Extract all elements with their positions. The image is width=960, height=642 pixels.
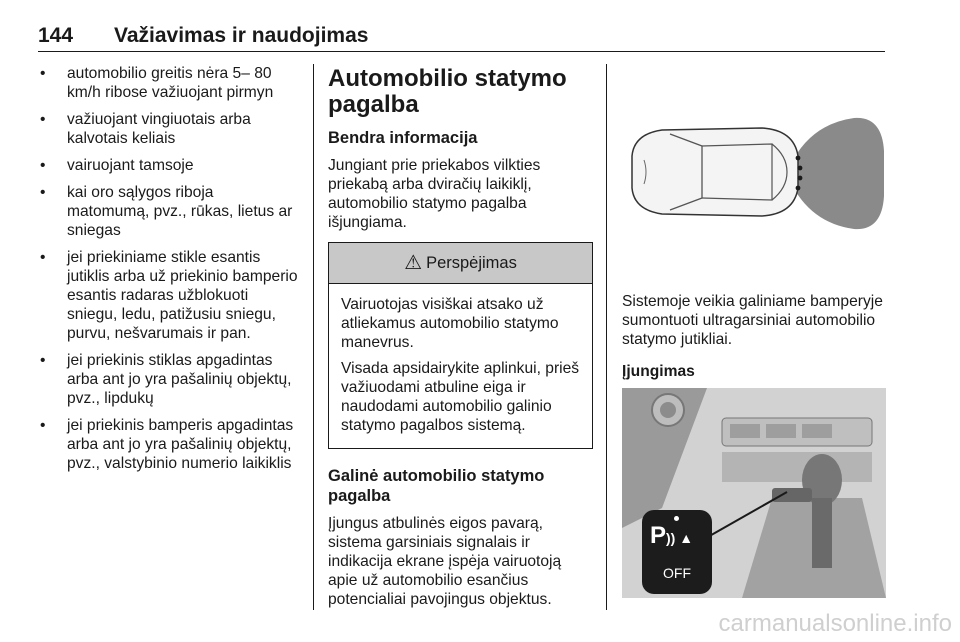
watermark: carmanualsonline.info [718, 610, 952, 637]
list-item: • jei priekiniame stikle esantis jutiklis arba už priekinio bamperio esantis radaras užblokuoti sniegu, ledu, patižusiu sniegu, purvu, nešvarumais ir pan. [38, 248, 300, 343]
warning-paragraph: Visada apsidairykite aplinkui, prieš važiuodami atbuline eiga ir naudodami automobilio galinio statymo pagalbos sistemą. [341, 360, 580, 434]
park-assist-button[interactable] [642, 510, 712, 594]
warning-body [329, 284, 592, 448]
warning-paragraph: Vairuotojas visiškai atsako už atliekamus automobilio statymo manevrus. [341, 296, 559, 351]
list-item: • važiuojant vingiuotais arba kalvotais keliais [38, 110, 300, 148]
list-item: • jei priekinis stiklas apgadintas arba ant jo yra pašalinių objektų, pvz., lipdukų [38, 351, 300, 408]
car-sensor-illustration [622, 116, 886, 231]
warning-icon: ⚠ [404, 251, 423, 274]
indicator-led [674, 516, 679, 521]
warning-title: Perspėjimas [426, 253, 517, 272]
list-item: • automobilio greitis nėra 5– 80 km/h ribose važiuojant pirmyn [38, 64, 300, 102]
off-label: OFF [663, 565, 691, 581]
subsection-title: Bendra informacija [328, 129, 478, 147]
sensor-caption: Sistemoje veikia galiniame bamperyje sumontuoti ultragarsiniai automobilio statymo jutikliai. [622, 293, 883, 348]
column-divider-1 [313, 64, 314, 610]
page-number: 144 [38, 24, 74, 47]
list-item: • jei priekinis bamperis apgadintas arba ant jo yra pašalinių objektų, pvz., valstybinio numerio laikiklis [38, 416, 300, 473]
warning-box [328, 242, 593, 449]
list-item: • vairuojant tamsoje [38, 156, 300, 175]
rear-assist-paragraph: Įjungus atbulinės eigos pavarą, sistema garsiniais signalais ir indikacija ekrane įspėja vairuotoją apie už automobilio esančius potencialiai pavojingus objektus. [328, 515, 562, 608]
console-photo [622, 388, 886, 598]
column-1 [38, 64, 300, 481]
page-header [38, 24, 368, 48]
page-title: Važiavimas ir naudojimas [114, 24, 369, 47]
conditions-list [38, 64, 300, 473]
column-divider-2 [606, 64, 607, 610]
warning-header [329, 243, 592, 284]
activation-title: Įjungimas [622, 363, 695, 380]
header-rule [38, 51, 885, 52]
section-title: Automobilio statymo pagalba [328, 65, 567, 118]
park-assist-icon: P)) ▲ [650, 522, 694, 549]
rear-assist-title: Galinė automobilio statymo pagalba [328, 467, 545, 505]
intro-paragraph: Jungiant prie priekabos vilkties priekabą arba dviračių laikiklį, automobilio statymo pagalba išjungiama. [328, 157, 541, 231]
list-item: • kai oro sąlygos riboja matomumą, pvz., rūkas, lietus ar sniegas [38, 183, 300, 240]
column-2 [328, 66, 593, 609]
